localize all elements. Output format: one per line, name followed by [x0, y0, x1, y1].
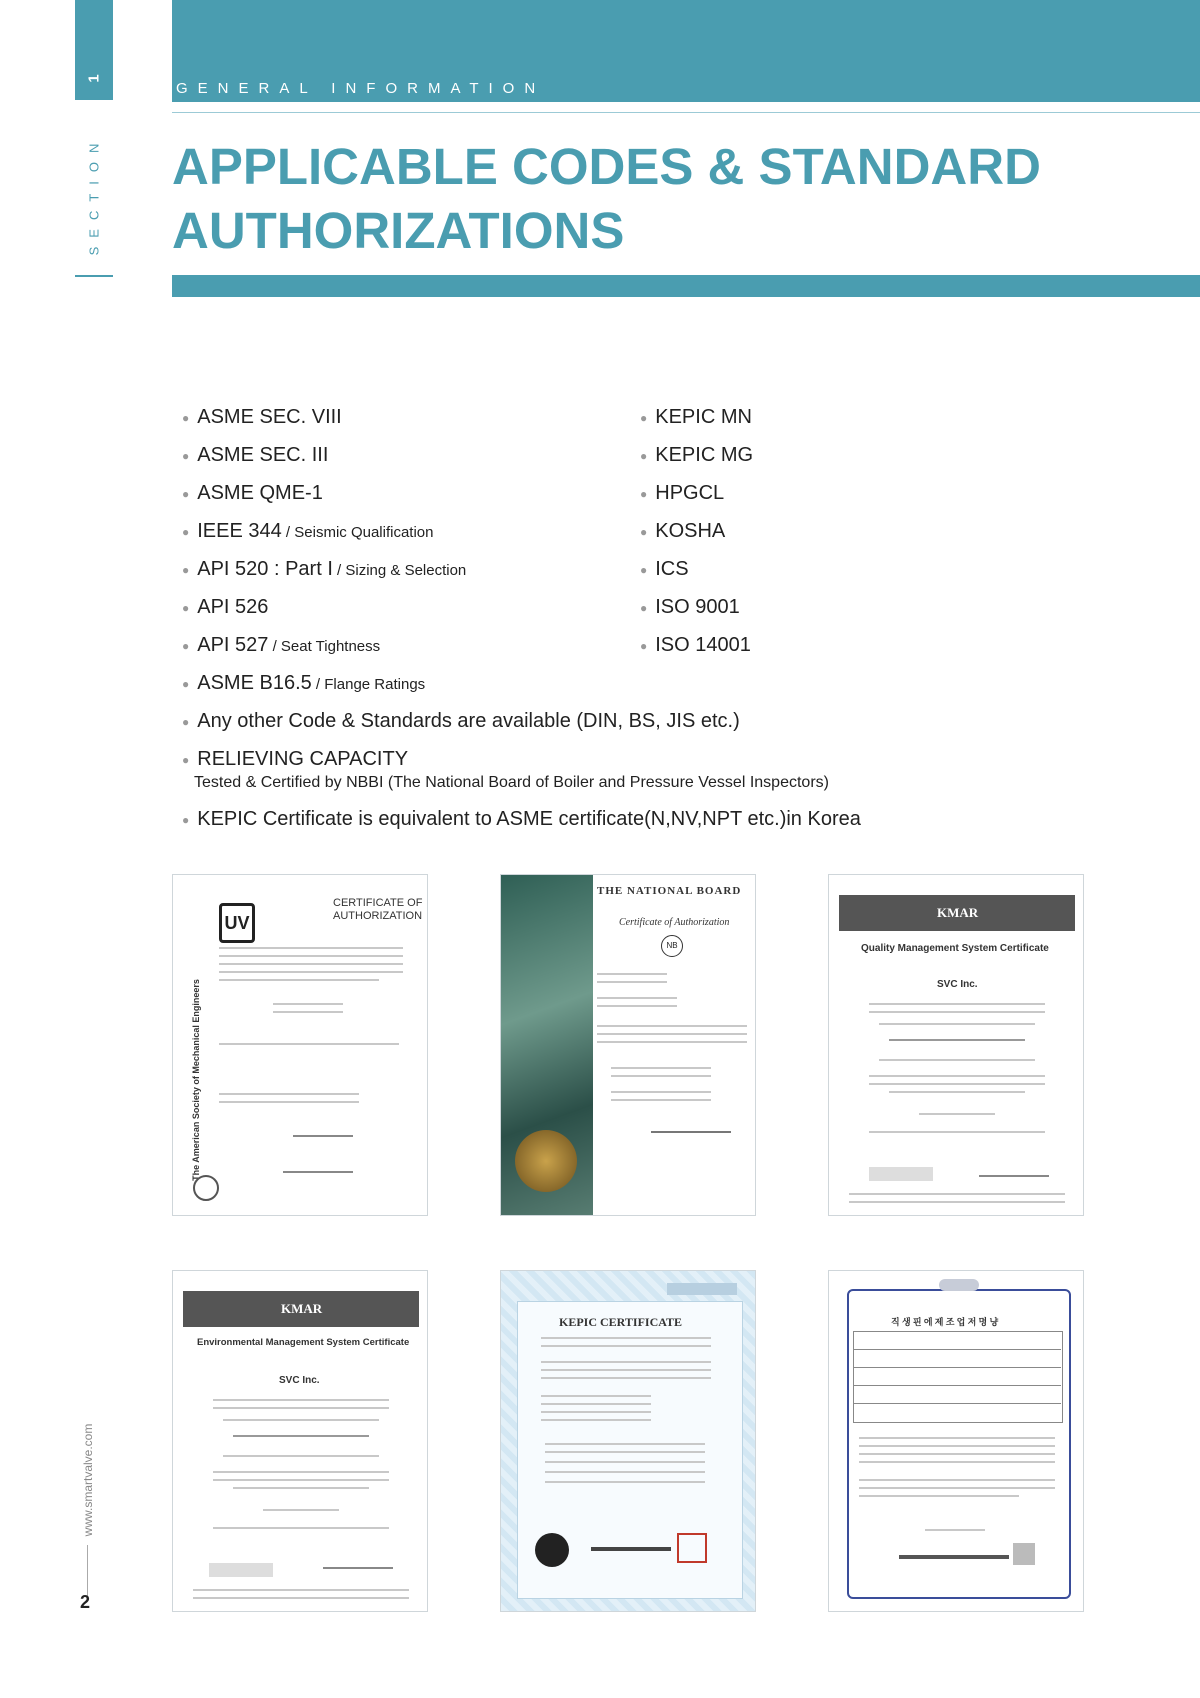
page-title: [172, 135, 1041, 263]
note-other-codes: ● Any other Code & Standards are available (DIN, BS, JIS etc.): [182, 710, 740, 732]
code-item: ● KEPIC MN: [640, 406, 752, 428]
cert-company: SVC Inc.: [279, 1375, 320, 1386]
code-item: ● ASME QME-1: [182, 482, 323, 504]
asme-certificate-image: [172, 874, 428, 1216]
cert-subtitle: Certificate of Authorization: [619, 917, 730, 928]
code-item: ● HPGCL: [640, 482, 725, 504]
section-number: 1: [85, 74, 103, 83]
kepic-logo: [667, 1283, 737, 1295]
title-band: [172, 275, 1200, 297]
cert-title: Quality Management System Certificate: [861, 943, 1049, 954]
kmar-logo: KMAR: [281, 1301, 323, 1316]
cert-title: KEPIC CERTIFICATE: [559, 1315, 683, 1329]
website-url: www.smartvalve.com: [81, 1423, 95, 1537]
code-item: ● API 520 : Part I / Sizing & Selection: [182, 558, 467, 580]
code-item: ● ISO 14001: [640, 634, 751, 656]
red-stamp-icon: [677, 1533, 707, 1563]
page-title-line1: APPLICABLE CODES & STANDARD: [172, 138, 1041, 195]
code-item: ● ASME SEC. VIII: [182, 406, 342, 428]
accreditation-logos: [869, 1167, 933, 1181]
kepic-certificate-image: [500, 1270, 756, 1612]
cert-title: CERTIFICATE OF: [333, 897, 423, 909]
note-relieving-sub: Tested & Certified by NBBI (The National Board of Boiler and Pressure Vessel Inspectors): [194, 774, 829, 791]
page-title-line2: AUTHORIZATIONS: [172, 202, 625, 259]
code-item: ● ICS: [640, 558, 689, 580]
ems-certificate-image: [172, 1270, 428, 1612]
gold-seal-icon: [515, 1130, 577, 1192]
national-board-certificate-image: [500, 874, 756, 1216]
qms-certificate-image: [828, 874, 1084, 1216]
page-number: 2: [80, 1592, 91, 1612]
official-seal-icon: [1013, 1543, 1035, 1565]
korean-certificate-image: [828, 1270, 1084, 1612]
title-divider: [172, 112, 1200, 113]
cert-title: THE NATIONAL BOARD: [597, 885, 742, 897]
code-item: ● KEPIC MG: [640, 444, 754, 466]
note-kepic: ● KEPIC Certificate is equivalent to ASME certificate(N,NV,NPT etc.)in Korea: [182, 808, 861, 830]
section-label: SECTION: [86, 134, 102, 256]
info-table: [853, 1331, 1063, 1423]
section-divider: [75, 275, 113, 277]
code-item: ● KOSHA: [640, 520, 726, 542]
nb-stamp-icon: NB: [661, 935, 683, 957]
asme-seal-icon: [193, 1175, 219, 1201]
code-item: ● IEEE 344 / Seismic Qualification: [182, 520, 434, 542]
uv-stamp-icon: UV: [219, 903, 255, 943]
black-seal-icon: [535, 1533, 569, 1567]
cert-title: AUTHORIZATION: [333, 910, 423, 922]
cert-company: SVC Inc.: [937, 979, 978, 990]
code-item: ● API 527 / Seat Tightness: [182, 634, 381, 656]
code-item: ● ISO 9001: [640, 596, 740, 618]
accreditation-logos: [209, 1563, 273, 1577]
cert-title: 직 생 핀 에 제 조 업 저 명 냥: [891, 1317, 999, 1327]
code-item: ● API 526: [182, 596, 269, 618]
note-relieving-capacity: ● RELIEVING CAPACITY: [182, 748, 409, 770]
cert-title: Environmental Management System Certificate: [197, 1337, 410, 1348]
code-item: ● ASME SEC. III: [182, 444, 329, 466]
kmar-logo: KMAR: [937, 905, 979, 920]
header-band: [172, 0, 1200, 72]
code-item: ● ASME B16.5 / Flange Ratings: [182, 672, 426, 694]
cert-side-text: The American Society of Mechanical Engineers: [190, 979, 201, 1181]
category-label: GENERAL INFORMATION: [176, 80, 546, 97]
